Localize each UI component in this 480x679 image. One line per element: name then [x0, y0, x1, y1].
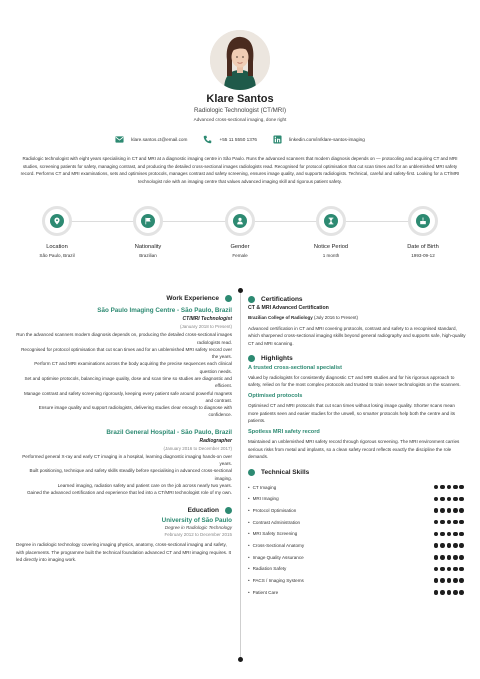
- phone-icon: [203, 135, 212, 144]
- skill-name: • MRI Imaging: [248, 496, 279, 501]
- job-role: Radiographer: [199, 437, 232, 444]
- highlight-description: Valued by radiologists for consistently diagnostic CT and MRI studies and for his rigorous approach to safety, relied on for the most complex protocols and trusted to train newer technologists on the scanners.: [248, 374, 461, 388]
- info-label: Date of Birth: [407, 244, 439, 250]
- skill-dot: [459, 567, 464, 572]
- skill-dot: [453, 543, 458, 548]
- skill-rating: [434, 520, 464, 525]
- skill-dot: [440, 567, 445, 572]
- skill-dot: [459, 485, 464, 490]
- star-icon: [248, 355, 255, 362]
- skill-dot: [453, 567, 458, 572]
- skill-dot: [434, 485, 439, 490]
- email-text: klare.santos.ct@email.com: [131, 137, 188, 142]
- job-role: CT/MRI Technologist: [182, 316, 232, 323]
- flag-icon: [144, 217, 152, 225]
- timeline-dot-top: [238, 288, 243, 293]
- skill-dot: [440, 578, 445, 583]
- skill-dot: [459, 508, 464, 513]
- profile-photo: [210, 30, 270, 90]
- phone-text: +55 11 5550 1376: [219, 137, 258, 142]
- info-label: Nationality: [134, 244, 162, 250]
- job-bullet: Performed general X-ray and early CT imaging in a hospital, learning diagnostic imaging hands-on over years.: [22, 453, 232, 467]
- skill-dot: [440, 555, 445, 560]
- skill-dot: [434, 532, 439, 537]
- info-label: Location: [46, 244, 68, 250]
- skill-dot: [434, 590, 439, 595]
- work-experience-title: Work Experience: [166, 295, 219, 303]
- education-degree: Degree in Radiologic Technology: [164, 525, 232, 531]
- graduation-cap-icon: [225, 507, 232, 514]
- certificate-icon: [248, 296, 255, 303]
- skill-dot: [459, 532, 464, 537]
- info-label: Gender: [230, 244, 250, 250]
- skill-dot: [447, 532, 452, 537]
- job-bullet: Ensure image quality and support radiologists, delivering studies clear enough to diagnose with confidence.: [38, 405, 232, 418]
- skill-row: [248, 528, 466, 540]
- job-bullet: Perform CT and MRI examinations across the body acquiring the precise sequences each clinical question needs.: [34, 361, 232, 374]
- skill-row: [248, 481, 466, 493]
- info-gender: [200, 206, 280, 258]
- skill-dot: [447, 567, 452, 572]
- job-entry: [16, 429, 232, 497]
- info-nationality: [108, 206, 188, 258]
- contact-phone[interactable]: [203, 135, 257, 144]
- skill-dot: [440, 520, 445, 525]
- highlight-title: Spotless MRI safety record: [248, 429, 320, 436]
- job-dates: (January 2018 to Present): [179, 324, 232, 330]
- skill-row: [248, 563, 466, 575]
- job-bullet: Run the advanced scanners modern diagnosis depends on, producing the detailed cross-sectional images radiologists read.: [16, 332, 232, 345]
- job-bullet: Gained the advanced certification and experience that led into a CT/MRI technologist role of my own.: [26, 490, 232, 496]
- skill-rating: [434, 497, 464, 502]
- job-entry: [16, 307, 232, 419]
- skill-dot: [447, 555, 452, 560]
- skill-rating: [434, 578, 464, 583]
- section-title: [16, 295, 232, 302]
- skill-dot: [447, 520, 452, 525]
- skill-dot: [453, 497, 458, 502]
- job-bullet: Set and optimise protocols, balancing image quality, dose and scan time so studies are diagnostic and efficient.: [24, 376, 232, 389]
- skill-dot: [434, 520, 439, 525]
- certifications-title: Certifications: [261, 296, 303, 303]
- skill-name: • MRI Safety Screening: [248, 531, 297, 536]
- skill-dot: [440, 497, 445, 502]
- skill-row: [248, 586, 466, 598]
- skill-dot: [453, 532, 458, 537]
- lightbulb-icon: [248, 469, 255, 476]
- info-location: [17, 206, 97, 258]
- skill-dot: [459, 497, 464, 502]
- hourglass-icon: [327, 217, 335, 225]
- certifications-heading: [248, 296, 466, 303]
- linkedin-text: linkedin.com/in/klare-santos-imaging: [289, 137, 365, 142]
- info-value: 1993-09-12: [411, 253, 435, 258]
- info-label: Notice Period: [313, 244, 349, 250]
- certification-description: Advanced certification in CT and MRI covering protocols, contrast and safety to a recognised standard, which sharpened cross-sectional imaging skills beyond general radiography and supports safe, high-quality CT and MRI scanning.: [248, 326, 466, 346]
- education-section: [16, 507, 232, 564]
- skill-row: [248, 540, 466, 552]
- skills-title: Technical Skills: [261, 469, 310, 477]
- skill-dot: [434, 578, 439, 583]
- skill-rating: [434, 485, 464, 490]
- skill-dot: [434, 567, 439, 572]
- skill-dot: [434, 555, 439, 560]
- skill-dot: [447, 543, 452, 548]
- info-value: Female: [232, 253, 248, 258]
- skill-row: [248, 551, 466, 563]
- skill-dot: [440, 485, 445, 490]
- skill-dot: [447, 590, 452, 595]
- skill-name: • CT Imaging: [248, 485, 276, 490]
- skill-dot: [453, 590, 458, 595]
- skill-dot: [434, 543, 439, 548]
- job-bullets: [16, 453, 232, 497]
- skill-dot: [440, 543, 445, 548]
- highlights-title: Highlights: [261, 354, 293, 362]
- job-bullet: Manage contrast and safety screening rigorously, keeping every patient safe around powerful magnets and contrast.: [23, 390, 232, 403]
- certification-issuer: Brazilian College of Radiology: [248, 315, 313, 320]
- info-notice-period: [291, 206, 371, 258]
- skill-dot: [459, 555, 464, 560]
- education-title: Education: [187, 506, 219, 514]
- candidate-name: Klare Santos: [206, 93, 274, 105]
- email-icon: [115, 135, 124, 144]
- highlight-item: [248, 365, 466, 389]
- linkedin-icon: [273, 135, 282, 144]
- contact-email[interactable]: [115, 135, 187, 144]
- skill-dot: [459, 578, 464, 583]
- skill-rating: [434, 555, 464, 560]
- skill-dot: [440, 508, 445, 513]
- education-description: Degree in radiologic technology covering imaging physics, anatomy, cross-sectional imaging and safety, with placements. The programme built the technical foundation advanced CT and MRI imaging requires. It led directly into imaging work.: [16, 542, 232, 562]
- right-column: [248, 296, 466, 598]
- skill-dot: [447, 508, 452, 513]
- skill-name: • Patient Care: [248, 590, 278, 595]
- timeline-dot-bottom: [238, 657, 243, 662]
- highlight-item: [248, 429, 466, 460]
- skill-dot: [453, 578, 458, 583]
- skill-dot: [459, 590, 464, 595]
- certification-name: CT & MRI Advanced Certification: [248, 305, 329, 311]
- job-title: Radiologic Technologist (CT/MRI): [193, 107, 287, 114]
- skill-dot: [440, 532, 445, 537]
- section-title: [16, 507, 232, 514]
- skill-dot: [453, 555, 458, 560]
- skill-row: [248, 516, 466, 528]
- info-date-of-birth: [383, 206, 463, 258]
- skill-name: • Radiation Safety: [248, 566, 286, 571]
- skill-dot: [453, 508, 458, 513]
- skill-dot: [459, 543, 464, 548]
- person-icon: [236, 217, 244, 225]
- skill-dot: [447, 485, 452, 490]
- skill-rating: [434, 567, 464, 572]
- skill-dot: [447, 578, 452, 583]
- highlight-description: Optimised CT and MRI protocols that cut scan times without losing image quality. Shorter scans mean more patients seen and easier studies for the unwell, so smarter protocols help both the centre and its patients.: [248, 403, 456, 424]
- job-bullets: [16, 331, 232, 419]
- personal-info-row: [0, 206, 480, 266]
- skill-dot: [459, 520, 464, 525]
- timeline-divider: [240, 290, 241, 660]
- certification-dates: (July 2016 to Present): [312, 315, 359, 320]
- skill-dot: [453, 485, 458, 490]
- skills-list: [248, 481, 466, 598]
- job-company: São Paulo Imaging Centre - São Paulo, Brazil: [97, 307, 232, 315]
- skill-rating: [434, 590, 464, 595]
- skills-heading: [248, 469, 466, 476]
- skill-row: [248, 493, 466, 505]
- job-company: Brazil General Hospital - São Paulo, Brazil: [106, 428, 232, 436]
- highlights-heading: [248, 355, 466, 362]
- skill-name: • PACS / Imaging Systems: [248, 578, 304, 583]
- info-value: São Paulo, Brazil: [39, 253, 75, 258]
- job-dates: (January 2016 to December 2017): [163, 445, 232, 451]
- skill-rating: [434, 532, 464, 537]
- education-dates: February 2012 to December 2015: [164, 532, 232, 538]
- skill-dot: [440, 590, 445, 595]
- job-bullet: Recognised for protocol optimisation that cut scan times and for an unblemished MRI safety record over the years.: [21, 346, 232, 360]
- info-value: 1 month: [322, 253, 340, 258]
- highlight-title: Optimised protocols: [248, 393, 303, 400]
- cake-icon: [419, 217, 427, 225]
- info-value: Brazilian: [139, 253, 157, 258]
- profile-summary: Radiologic technologist with eight years specialising in CT and MRI at a diagnostic imaging centre in São Paulo. Runs the advanced scanners that modern diagnosis depends on — protocoling and acquiring CT and MRI studies, screening patients for safety, managing contrast, and producing the detailed cross-sectional images radiologists read. Recognised for protocol optimisation that cut scan times and for an unblemished MRI safety record. Performs CT and MRI examinations, sets and optimises protocols, manages contrast and safety screening, ensures image quality, and supports radiologists. Technical, careful and safety-first. Looking for a CT/MRI technologist role with an imaging centre that values advanced imaging skill and rigorous patient safety.: [20, 156, 460, 184]
- check-badge-icon: [225, 295, 232, 302]
- tagline: Advanced cross-sectional imaging, done right: [193, 117, 287, 122]
- skill-name: • Protocol Optimisation: [248, 508, 296, 513]
- education-school: University of São Paulo: [161, 516, 232, 524]
- skill-name: • Image Quality Assurance: [248, 555, 304, 560]
- skill-name: • Contrast Administration: [248, 520, 300, 525]
- work-experience-section: [16, 295, 232, 563]
- contact-bar: [0, 135, 480, 144]
- skill-dot: [453, 520, 458, 525]
- contact-linkedin[interactable]: [273, 135, 365, 144]
- job-bullet: Built positioning, technique and safety skills steadily before specialising in advanced cross-sectional imaging.: [29, 468, 232, 481]
- skill-dot: [434, 508, 439, 513]
- skill-row: [248, 505, 466, 517]
- skill-dot: [447, 497, 452, 502]
- skill-row: [248, 575, 466, 587]
- job-bullet: Learned imaging, radiation safety and patient care on the job across nearly two years.: [57, 482, 232, 488]
- skill-dot: [434, 497, 439, 502]
- skill-name: • Cross-Sectional Anatomy: [248, 543, 304, 548]
- skill-rating: [434, 543, 464, 548]
- certification-issuer-line: [248, 315, 466, 320]
- skill-rating: [434, 508, 464, 513]
- highlight-description: Maintained an unblemished MRI safety record through rigorous screening. The MRI environment carries serious risks from metal and implants, so a clean safety record reflects exactly the discipline the role demands.: [248, 439, 460, 459]
- highlight-title: A trusted cross-sectional specialist: [248, 364, 342, 371]
- location-pin-icon: [53, 217, 61, 225]
- highlight-item: [248, 393, 466, 424]
